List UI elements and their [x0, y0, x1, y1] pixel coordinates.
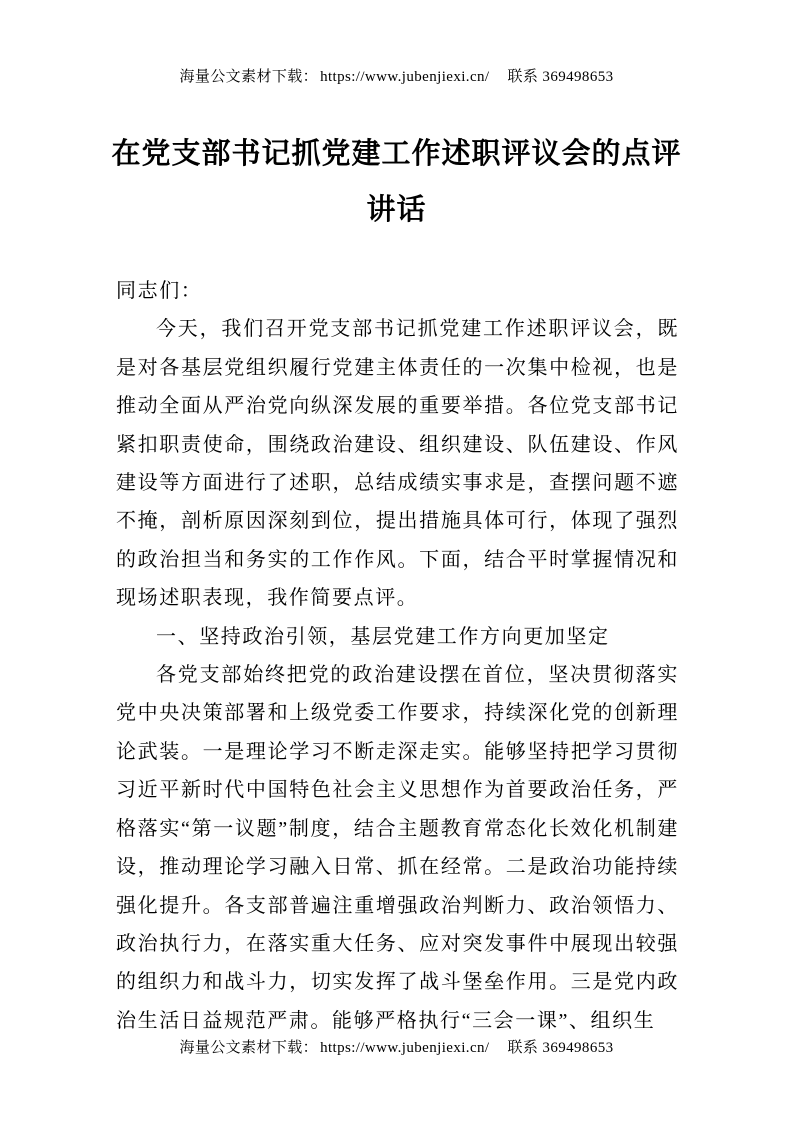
watermark-note: 海量公文素材下载：: [179, 69, 319, 85]
salutation: 同志们：: [116, 280, 203, 302]
watermark-note: 海量公文素材下载：: [179, 1040, 319, 1056]
intro-paragraph: 今天，我们召开党支部书记抓党建工作述职评议会，既是对各基层党组织履行党建主体责任的一次集中检视，也是推动全面从严治党向纵深发展的重要举措。各位党支部书记紧扣职责使命，围绕政治建设、组织建设、队伍建设、作风建设等方面进行了述职，总结成绩实事求是，查摆问题不遮不掩，剖析原因深刻到位，提出措施具体可行，体现了强烈的政治担当和务实的工作作风。下面，结合平时掌握情况和现场述职表现，我作简要点评。: [116, 318, 679, 610]
document-body: [116, 272, 679, 1038]
watermark-url: https://www.jubenjiexi.cn/: [320, 69, 490, 85]
page-footer-watermark: [0, 1036, 793, 1057]
section-1-heading: 一、坚持政治引领，基层党建工作方向更加坚定: [156, 625, 610, 648]
document-title: 在党支部书记抓党建工作述职评议会的点评讲话: [111, 138, 682, 226]
page-header-watermark: [0, 65, 793, 86]
watermark-url: https://www.jubenjiexi.cn/: [320, 1040, 490, 1056]
section-1-paragraph: 各党支部始终把党的政治建设摆在首位，坚决贯彻落实党中央决策部署和上级党委工作要求，持续深化党的创新理论武装。一是理论学习不断走深走实。能够坚持把学习贯彻习近平新时代中国特色社会主义思想作为首要政治任务，严格落实“第一议题”制度，结合主题教育常态化长效化机制建设，推动理论学习融入日常、抓在经常。二是政治功能持续强化提升。各支部普遍注重增强政治判断力、政治领悟力、政治执行力，在落实重大任务、应对突发事件中展现出较强的组织力和战斗力，切实发挥了战斗堡垒作用。三是党内政治生活日益规范严肃。能够严格执行“三会一课”、组织生: [116, 664, 679, 1032]
watermark-contact: 联系 369498653: [507, 69, 614, 85]
watermark-contact: 联系 369498653: [507, 1040, 614, 1056]
